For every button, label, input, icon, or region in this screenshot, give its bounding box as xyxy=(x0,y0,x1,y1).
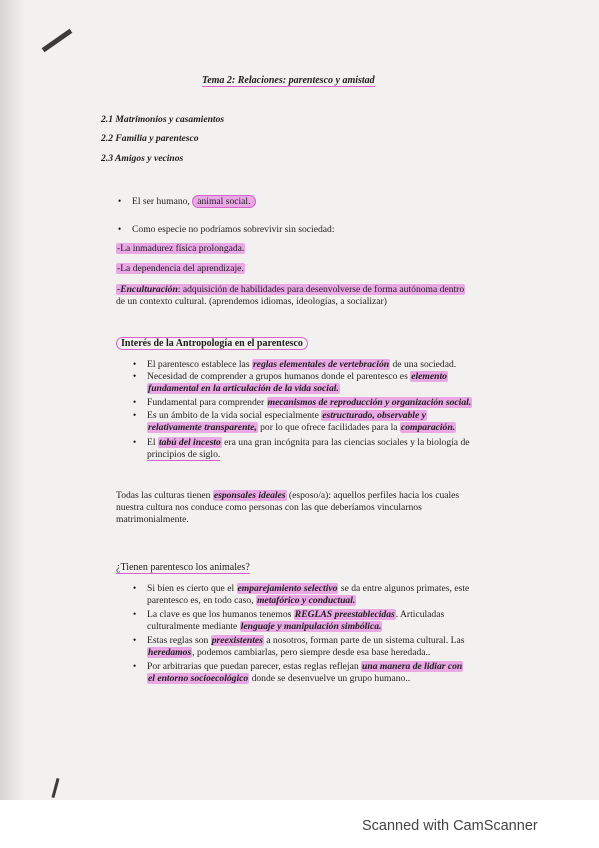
bullet-mark: • xyxy=(118,196,122,206)
section-item-2: 2.2 Familia y parentesco xyxy=(101,133,199,144)
animales-bullet-3-cont: heredamos, podemos cambiarlas, pero siempre desde esa base heredada.. xyxy=(148,647,431,658)
animales-bullet-1: Si bien es cierto que el emparejamiento selectivo se da entre algunos primates, este xyxy=(147,583,470,594)
bullet-mark: • xyxy=(133,661,137,671)
interes-bullet-4: Es un ámbito de la vida social especialmente estructurado, observable y xyxy=(147,410,426,421)
intro-bullet-1: El ser humano, animal social. xyxy=(132,196,256,208)
interes-bullet-5: El tabú del incesto era una gran incógnita para las ciencias sociales y la biología de xyxy=(147,437,470,448)
section-item-3: 2.3 Amigos y vecinos xyxy=(101,153,184,164)
intro-dash-1: -La inmadurez física prolongada. xyxy=(117,243,245,254)
bullet-mark: • xyxy=(133,609,137,619)
interes-bullet-2-cont: fundamental en la articulación de la vida social. xyxy=(148,383,339,394)
animales-bullet-2: La clave es que los humanos tenemos REGLAS preestablecidas. Articuladas xyxy=(147,609,445,620)
culturas-line-3: matrimonialmente. xyxy=(116,514,189,525)
animales-bullet-2-cont: culturalmente mediante lenguaje y manipulación simbólica. xyxy=(147,621,382,632)
bullet-mark: • xyxy=(133,397,137,407)
bullet-mark: • xyxy=(133,437,137,447)
page-edge-shadow xyxy=(0,0,25,800)
animales-bullet-3: Estas reglas son preexistentes a nosotros, forman parte de un sistema cultural. Las xyxy=(147,635,465,646)
animales-bullet-4-cont: el entorno socioecológico donde se desenvuelve un grupo humano.. xyxy=(148,673,411,684)
bullet-mark: • xyxy=(133,359,137,369)
interes-heading: Interés de la Antropología en el parentesco xyxy=(116,338,308,350)
interes-bullet-2: Necesidad de comprender a grupos humanos donde el parentesco es elemento xyxy=(147,371,447,382)
animales-question: ¿Tienen parentesco los animales? xyxy=(116,562,250,573)
culturas-line-1: Todas las culturas tienen esponsales ideales (esposo/a): aquellos perfiles hacia los cuales xyxy=(116,490,460,501)
interes-bullet-1: El parentesco establece las reglas elementales de vertebración de una sociedad. xyxy=(147,359,457,370)
animales-bullet-4: Por arbitrarias que puedan parecer, estas reglas reflejan una manera de lidiar con xyxy=(147,661,463,672)
enculturacion-line-1: -Enculturación: adquisición de habilidades para desenvolverse de forma autónoma dentro xyxy=(117,284,465,295)
interes-bullet-4-cont: relativamente transparente, por lo que ofrece facilidades para la comparación. xyxy=(148,422,456,433)
animales-bullet-1-cont: parentesco es, en todo caso, metafórico y conductual. xyxy=(147,595,356,606)
bullet-mark: • xyxy=(133,371,137,381)
bullet-mark: • xyxy=(133,410,137,420)
page-title: Tema 2: Relaciones: parentesco y amistad xyxy=(202,75,375,86)
highlight-animal-social: animal social. xyxy=(192,195,255,208)
bullet-mark: • xyxy=(133,635,137,645)
bullet-mark: • xyxy=(118,224,122,234)
interes-bullet-5-cont: principios de siglo. xyxy=(147,449,221,460)
section-item-1: 2.1 Matrimonios y casamientos xyxy=(101,114,225,125)
bullet-mark: • xyxy=(133,583,137,593)
enculturacion-line-2: de un contexto cultural. (aprendemos idiomas, ideologías, a socializar) xyxy=(116,296,387,307)
camscanner-footer: Scanned with CamScanner xyxy=(362,818,538,834)
intro-dash-2: -La dependencia del aprendizaje. xyxy=(117,263,244,274)
culturas-line-2: nuestra cultura nos conduce como personas con las que deberíamos vincularnos xyxy=(116,502,422,513)
intro-bullet-2: Como especie no podríamos sobrevivir sin sociedad: xyxy=(132,224,335,235)
interes-bullet-3: Fundamental para comprender mecanismos de reproducción y organización social. xyxy=(147,397,472,408)
